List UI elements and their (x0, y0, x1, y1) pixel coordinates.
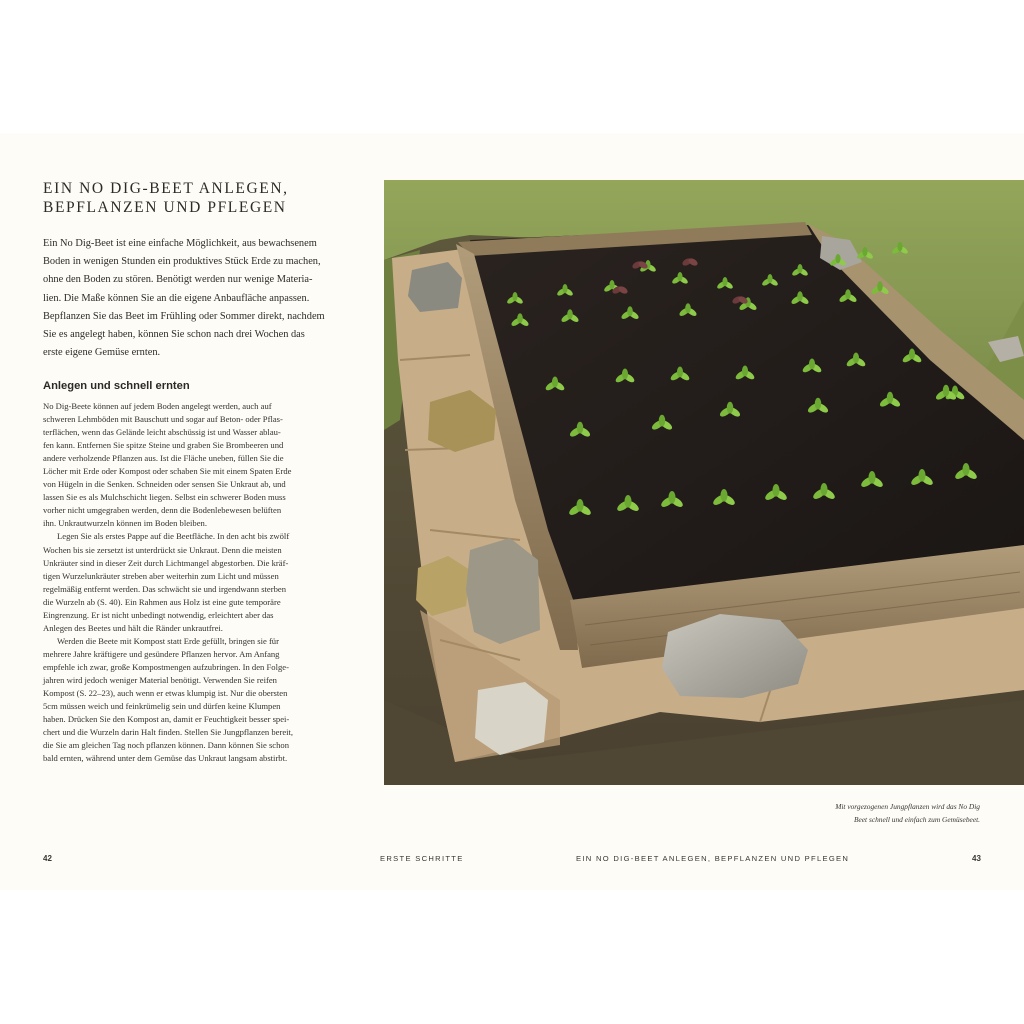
intro-line: Sie es angelegt haben, können Sie schon nach drei Wochen das (43, 329, 305, 341)
rock-front-small (475, 682, 548, 755)
body-line: mehrere Jahre kräftigere und gesündere Pflanzen hervor. Am Anfang (43, 648, 280, 659)
intro-paragraph (43, 235, 349, 362)
heading-line: EIN NO DIG-BEET ANLEGEN, (43, 180, 289, 197)
intro-line: ohne den Boden zu stören. Benötigt werden nur wenige Materia- (43, 274, 313, 286)
rock-front-big (662, 614, 808, 698)
section-subheading: Anlegen und schnell ernten (43, 380, 190, 392)
body-line: von Hügeln in die Senken. Schneiden oder sensen Sie Unkraut ab, und (43, 479, 286, 490)
body-line: empfehle ich zwar, große Kompostmengen aufzubringen. In den Folge- (43, 661, 289, 672)
body-line: die Wurzeln ab (S. 40). Ein Rahmen aus Holz ist eine gute temporäre (43, 596, 281, 607)
body-line: Löcher mit Erde oder Kompost oder schaben Sie mit einem Spaten Erde (43, 466, 292, 477)
rock-back-left (408, 262, 462, 312)
body-line: tigen Wurzelunkräuter streben aber weiterhin zum Licht und müssen (43, 570, 279, 581)
raised-bed-photo (384, 180, 1024, 785)
body-line: vorher nicht umgegraben werden, denn die Bodenlebewesen belüften (43, 505, 282, 516)
body-line: Wochen bis sie zersetzt ist unterdrückt sie Unkraut. Denn die meisten (43, 544, 282, 555)
body-line: ihn. Unkrautwurzeln können im Boden bleiben. (43, 518, 207, 529)
photo-caption (680, 800, 980, 826)
body-line: jahren wird jedoch weniger Material benötigt. Verwenden Sie reifen (43, 674, 277, 685)
intro-line: Ein No Dig-Beet ist eine einfache Möglichkeit, aus bewachsenem (43, 238, 317, 249)
body-line: Unkräuter sind in dieser Zeit durch Lichtmangel abgestorben. Die kräf- (43, 557, 289, 568)
body-line: bald ernten, während unter dem Gemüse das Unkraut langsam abstirbt. (43, 753, 288, 764)
body-line: No Dig-Beete können auf jedem Boden angelegt werden, auch auf (43, 401, 272, 411)
caption-line: Mit vorgezogenen Jungpflanzen wird das No Dig (835, 802, 980, 811)
body-line: haben. Drücken Sie den Kompost an, damit er Feuchtigkeit besser spei- (43, 714, 290, 725)
body-line: Kompost (S. 22–23), auch wenn er etwas klumpig ist. Nur die obersten (43, 688, 288, 699)
body-line: chert und die Wurzeln darin Halt finden. Stellen Sie Jungpflanzen bereit, (43, 727, 294, 738)
caption-line: Beet schnell und einfach zum Gemüsebeet. (853, 815, 980, 824)
body-line: schweren Lehmböden mit Bauschutt und sogar auf Beton- oder Pflas- (43, 414, 283, 425)
body-line: die Sie am gleichen Tag noch pflanzen können. Dann können Sie schon (43, 740, 290, 751)
intro-line: erste eigene Gemüse ernten. (43, 347, 161, 359)
rock-left-column (466, 538, 540, 644)
body-line: Anlegen des Beetes und hält die Ränder unkrautfrei. (43, 622, 223, 633)
body-line: terflächen, wenn das Gelände leicht abschüssig ist und Wasser ablau- (43, 427, 281, 438)
body-line: andere verholzende Pflanzen aus. Ist die Fläche uneben, füllen Sie die (43, 453, 284, 464)
running-header-right: EIN NO DIG-BEET ANLEGEN, BEPFLANZEN UND PFLEGEN (576, 854, 850, 863)
body-line: Legen Sie als erstes Pappe auf die Beetfläche. In den acht bis zwölf (57, 531, 290, 542)
body-text (43, 400, 349, 765)
heading-line: BEPFLANZEN UND PFLEGEN (43, 199, 287, 216)
intro-line: Boden in wenigen Stunden ein produktives Stück Erde zu machen, (43, 256, 321, 268)
body-line: lassen Sie es als Mulchschicht liegen. Selbst ein schwerer Boden muss (43, 492, 286, 503)
article-heading (43, 179, 363, 217)
body-line: Eingrenzung. Er ist nicht unbedingt notwendig, erleichtert aber das (43, 609, 274, 620)
body-line: 5cm müssen weich und feinkrümelig sein und dürfen keine Klumpen (43, 701, 281, 712)
body-line: fen kann. Entfernen Sie spitze Steine und graben Sie Brombeeren und (43, 440, 284, 451)
page-number-left: 42 (43, 854, 52, 863)
page-number-right: 43 (972, 854, 981, 863)
running-header-left: ERSTE SCHRITTE (380, 854, 464, 863)
body-line: regelmäßig entfernt werden. Das schwächt sie und irgendwann sterben (43, 583, 287, 594)
body-line: Werden die Beete mit Kompost statt Erde gefüllt, bringen sie für (57, 635, 279, 646)
intro-line: Bepflanzen Sie das Beet im Frühling oder Sommer direkt, nachdem (43, 310, 325, 322)
intro-line: lien. Die Maße können Sie an die eigene Anbaufläche anpassen. (43, 292, 310, 304)
